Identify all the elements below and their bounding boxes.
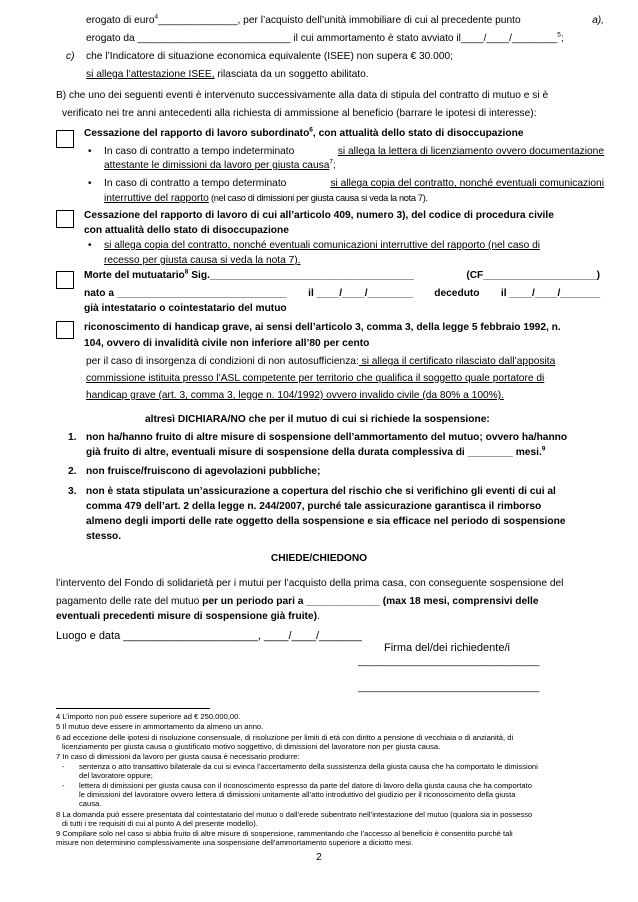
option-1-bullet-1-line-1 — [104, 146, 604, 158]
option-3-line-2 — [84, 288, 600, 300]
footnote-4: 4 L’importo non può essere superiore ad € 250.000,00. — [56, 712, 241, 721]
footnote-dash: - — [62, 781, 65, 790]
item-3-number: 3. — [68, 486, 77, 497]
item-3-line-2: comma 479 dell’art. 2 della legge n. 244/2007, purché tale assicurazione garantisca il rimborso — [86, 501, 542, 512]
chiede-line-2 — [56, 596, 538, 608]
footnote-9-line-1: 9 Compilare solo nel caso si abbia fruito di altre misure di sospensione, rammentando che l’accesso al beneficio è consentito purché tali — [56, 829, 513, 838]
option-4-underlined: si allega il certificato rilasciato dall’apposita — [358, 356, 556, 367]
footnote-7a-line-1: sentenza o atto transattivo bilaterale da cui si evinca l’accertamento della sussistenza della giusta causa che ha comportato le dimissioni — [79, 762, 538, 771]
option-4-checkbox[interactable] — [56, 321, 74, 339]
option-1-bullet-1-line-2 — [104, 160, 336, 172]
lender-text: erogato da ___________________________ il cui ammortamento è stato avviato il____/____/________ — [86, 33, 558, 44]
option-4-line-2: 104, ovvero di invalidità civile non inferiore all’80 per cento — [84, 338, 370, 349]
item-2-number: 2. — [68, 466, 77, 477]
footnote-7b-line-1: lettera di dimissioni per giusta causa con il riconoscimento espresso da parte del datore di lavoro della giusta causa che ha comportato — [79, 781, 532, 790]
isee-attachment-rest: rilasciata da un soggetto abilitato. — [214, 69, 369, 80]
option-1-title-text: Cessazione del rapporto di lavoro subordinato — [84, 128, 310, 139]
option-2-line-2: con attualità dello stato di disoccupazione — [84, 225, 289, 236]
chiede-line-3-bold: eventuali precedenti misure di sospensione già fruite) — [56, 611, 317, 622]
isee-attachment — [86, 69, 369, 81]
item-c-label: c) — [66, 51, 75, 62]
option-2-bullet-underlined: si allega copia del contratto, nonché eventuali comunicazioni interruttive del rapporto (nel caso di — [104, 240, 541, 251]
amount-label: erogato di euro — [86, 15, 155, 26]
bullet-1-underlined-2: attestante le dimissioni da lavoro per giusta causa — [104, 160, 330, 171]
death-label: Morte del mutuatario — [84, 270, 185, 281]
footnote-5: 5 Il mutuo deve essere in ammortamento da almeno un anno. — [56, 722, 264, 731]
bullet-1-pre: In caso di contratto a tempo indeterminato — [104, 146, 295, 157]
option-1-title — [84, 128, 524, 140]
chiede-line-1: l’intervento del Fondo di solidarietà per i mutui per l’acquisto della prima casa, con conseguente sospensione del — [56, 578, 564, 589]
footnote-9-line-2: misure non determinino complessivamente una sospensione dell’ammortamento superiore a diciotto mesi. — [56, 838, 414, 847]
chiede-line-3 — [56, 611, 320, 623]
section-b-line-1: B) che uno dei seguenti eventi è intervenuto successivamente alla data di stipula del contratto di mutuo e si è — [56, 90, 549, 101]
bullet-icon: • — [88, 240, 92, 251]
footnote-ref-6: 6 — [309, 126, 313, 134]
footnote-ref-5: 5 — [557, 31, 561, 39]
option-1-bullet-2-line-2 — [104, 192, 428, 205]
option-2-checkbox[interactable] — [56, 210, 74, 228]
option-2-line-1: Cessazione del rapporto di lavoro di cui all’articolo 409, numero 3), del codice di procedura civile — [84, 210, 554, 221]
isee-attachment-underlined: si allega l’attestazione ISEE, — [86, 69, 215, 80]
punctuation: . — [316, 611, 320, 622]
footnote-8-line-2: di tutti i tre requisiti di cui al punto A del presente modello). — [62, 819, 258, 828]
item-c-text: che l’Indicatore di situazione economica equivalente (ISEE) non supera € 30.000; — [86, 51, 453, 62]
item-1-line-2 — [86, 447, 545, 459]
chiede-line-2-pre: pagamento delle rate del mutuo — [56, 596, 203, 607]
footnote-7b-line-3: causa. — [79, 799, 102, 808]
footnote-ref-9: 9 — [541, 445, 546, 453]
amount-text: ______________, per l’acquisto dell’unità immobiliare di cui al precedente punto — [158, 15, 521, 26]
item-2-text: non fruisce/fruiscono di agevolazioni pubbliche; — [86, 466, 321, 477]
option-3-line-1 — [84, 270, 600, 282]
item-1-line-1: non ha/hanno fruito di altre misure di sospensione dell’ammortamento del mutuo; ovvero ha/hanno — [86, 432, 568, 443]
item-3-line-4: stesso. — [86, 531, 122, 542]
option-3-line-3: già intestatario o cointestatario del mutuo — [84, 303, 287, 314]
option-2-bullet-line-1 — [104, 240, 540, 252]
option-2-bullet-line-2 — [104, 255, 301, 267]
footnote-separator — [56, 708, 210, 709]
period-field: per un periodo pari a _____________ (max 18 mesi, comprensivi delle — [202, 596, 539, 607]
footnote-8-line-1: 8 La domanda può essere presentata dal cointestatario del mutuo o dall’erede subentrato nell’intestazione del mutuo (qualora sia in possesso — [56, 810, 533, 819]
item-1-line-2-text: già fruito di altre, eventuali misure di sospensione della durata complessiva di ________ mesi. — [86, 447, 542, 458]
option-1-bullet-2-line-1 — [104, 178, 604, 190]
footnote-ref-4: 4 — [154, 13, 159, 21]
section-b-line-2: verificato nei tre anni antecedenti alla richiesta di ammissione al beneficio (barrare le ipotesi di interesse): — [62, 108, 537, 119]
option-4-line-1: riconoscimento di handicap grave, ai sensi dell’articolo 3, comma 3, della legge 5 febbraio 1992, n. — [84, 322, 561, 333]
a-continuation-line-2 — [86, 33, 564, 45]
point-reference: a), — [592, 15, 604, 26]
bullet-icon: • — [88, 146, 92, 157]
footnote-6-line-2: licenziamento per giusta causa o giustificato motivo soggettivo, di dimissioni del lavoratore non per giusta causa. — [62, 742, 441, 751]
item-1-number: 1. — [68, 432, 77, 443]
bullet-2-pre: In caso di contratto a tempo determinato — [104, 178, 287, 189]
option-2-bullet-underlined-2: recesso per giusta causa si veda la nota 7). — [104, 255, 301, 266]
place-date-field[interactable]: Luogo e data ______________________, ____/____/_______ — [56, 630, 362, 642]
signature-label: Firma del/dei richiedente/i — [384, 642, 510, 654]
option-3-checkbox[interactable] — [56, 271, 74, 289]
page-number: 2 — [316, 852, 322, 863]
footnote-ref-7: 7 — [329, 158, 334, 166]
option-4-line-3 — [86, 356, 555, 368]
chiede-title: CHIEDE/CHIEDONO — [270, 553, 368, 564]
footnote-ref-8: 8 — [184, 268, 189, 276]
signature-line-1[interactable]: ________________________________ — [358, 656, 540, 667]
cf-field: (CF____________________) — [466, 270, 600, 281]
footnote-6-line-1: 6 ad eccezione delle ipotesi di risoluzione consensuale, di risoluzione per limiti di età con diritto a pensione di vecchiaia o di anzianità, di — [56, 733, 514, 742]
a-continuation-line-1 — [86, 15, 604, 27]
footnote-dash: - — [62, 762, 65, 771]
bullet-1-underlined: si allega la lettera di licenziamento ovvero documentazione — [337, 146, 604, 157]
option-1-title-end: , con attualità dello stato di disoccupazione — [312, 128, 524, 139]
footnote-7a-line-2: del lavoratore oppure; — [79, 771, 153, 780]
birthplace-field: nato a ______________________________ — [84, 288, 287, 299]
bullet-2-note: (nel caso di dimissioni per giusta causa si veda la nota 7). — [208, 193, 428, 203]
bullet-icon: • — [88, 178, 92, 189]
option-4-line-4: commissione istituita presso l’ASL competente per territorio che qualifica il soggetto quale portatore di — [86, 373, 545, 384]
dichiara-title: altresì DICHIARA/NO che per il mutuo di cui si richiede la sospensione: — [145, 414, 490, 425]
birthdate-field: il ____/____/________ — [308, 288, 413, 299]
option-4-pre: per il caso di insorgenza di condizioni di non autosufficienza: — [86, 356, 359, 367]
item-3-line-3: almeno degli importi delle rate oggetto della sospensione e sia efficace nel periodo di sospensione — [86, 516, 566, 527]
name-field: Sig.____________________________________ — [188, 270, 414, 281]
punctuation: ; — [333, 160, 336, 171]
bullet-2-underlined: si allega copia del contratto, nonché eventuali comunicazioni — [330, 178, 604, 189]
deceased-label: deceduto — [434, 288, 480, 299]
punctuation: ; — [560, 33, 564, 44]
signature-line-2[interactable]: ________________________________ — [358, 682, 540, 693]
footnote-7: 7 In caso di dimissioni da lavoro per giusta causa è necessario produrre: — [56, 752, 300, 761]
option-4-line-5: handicap grave (art. 3, comma 3, legge n. 104/1992) ovvero invalido civile (da 80% a 100%). — [86, 390, 504, 401]
bullet-2-underlined-2: interruttive del rapporto — [104, 193, 209, 204]
item-3-line-1: non è stata stipulata un’assicurazione a copertura del rischio che si verifichino gli eventi di cui al — [86, 486, 556, 497]
option-1-checkbox[interactable] — [56, 130, 74, 148]
death-date-field: il ____/____/_______ — [500, 288, 600, 299]
footnote-7b-line-2: le dimissioni del lavoratore ovvero lettera di dimissioni unitamente all’atto introduttivo del giudizio per il riconoscimento della giusta — [79, 790, 516, 799]
